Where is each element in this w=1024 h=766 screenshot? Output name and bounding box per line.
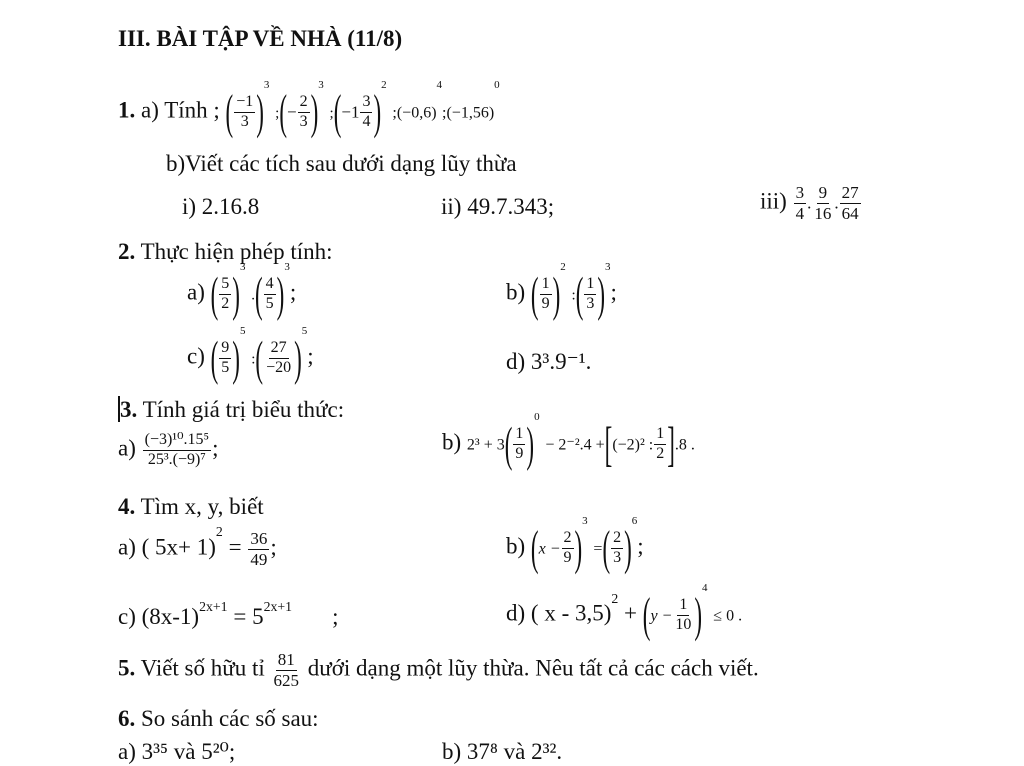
problem-2c: c) ( $\frac{9}{5}$ )$^5$ :( $\frac{27}{-20}$ )$^5$;: [187, 325, 314, 385]
problem-3a: a) $\frac{\text{(−3)¹⁰.15⁵}}{\text{25³.(−9)⁷}}$ ;: [118, 431, 219, 468]
problem-3-heading: 3. Tính giá trị biểu thức:: [120, 397, 345, 422]
problem-number: 1.: [118, 97, 136, 123]
problem-3b: b) 2³ + 3( $\frac{1}{9}$ )$^0$ − 2⁻².4 +[(−2)² : $\frac{1}{2}$ ].8 .: [442, 411, 695, 471]
problem-1b-iii: iii) $\frac{3}{4}$ . $\frac{9}{16}$ . $\frac{27}{64}$: [760, 183, 859, 223]
problem-6a: a) 3³⁵ và 5²⁰;: [118, 739, 236, 764]
page-title: III. BÀI TẬP VỀ NHÀ (11/8): [118, 26, 403, 51]
problem-1b: b)Viết các tích sau dưới dạng lũy thừa: [166, 151, 517, 176]
problem-5: 5. Viết số hữu tỉ $\frac{81}{625}$ dưới dạng một lũy thừa. Nêu tất cả các cách viết.: [118, 650, 759, 690]
problem-1b-ii: ii) 49.7.343;: [441, 194, 555, 219]
problem-4a: a) ( 5x+ 1)$^2$ = $\frac{36}{49}$ ;: [118, 524, 277, 569]
problem-6b: b) 37⁸ và 2³².: [442, 739, 563, 764]
problem-4c: c) $(8x-1)^{2x+1} = 5^{2x+1}$ ;: [118, 599, 339, 629]
problem-4d: d) ( x - 3,5)$^2$ + (y − $\frac{1}{10}$ )$^4$ ≤ 0 .: [506, 582, 743, 642]
problem-2a: a) ( $\frac{5}{2}$ )$^3$ .( $\frac{4}{5}$ )$^3$;: [187, 261, 297, 321]
problem-1a: 1. a) Tính ; ( $\frac{-1}{3}$ )$^3$ ;(− $\frac{2}{3}$ )$^3$ ;(−1 $\frac{3}{4}$ )$^2$ $;(-0,6)^4;(-1,56)^0$: [118, 79, 500, 139]
problem-2b: b) ( $\frac{1}{9}$ )$^2$ :( $\frac{1}{3}$ )$^3$;: [506, 261, 617, 321]
problem-6-heading: 6. So sánh các số sau:: [118, 706, 319, 731]
problem-4b: b) (x − $\frac{2}{9}$ )$^3$ =( $\frac{2}{3}$ )$^6$;: [506, 515, 644, 575]
problem-2-heading: 2. Thực hiện phép tính:: [118, 239, 333, 264]
problem-2d: d) 3³.9⁻¹.: [506, 349, 592, 374]
problem-1b-i: i) 2.16.8: [182, 194, 260, 219]
problem-4-heading: 4. Tìm x, y, biết: [118, 494, 264, 519]
